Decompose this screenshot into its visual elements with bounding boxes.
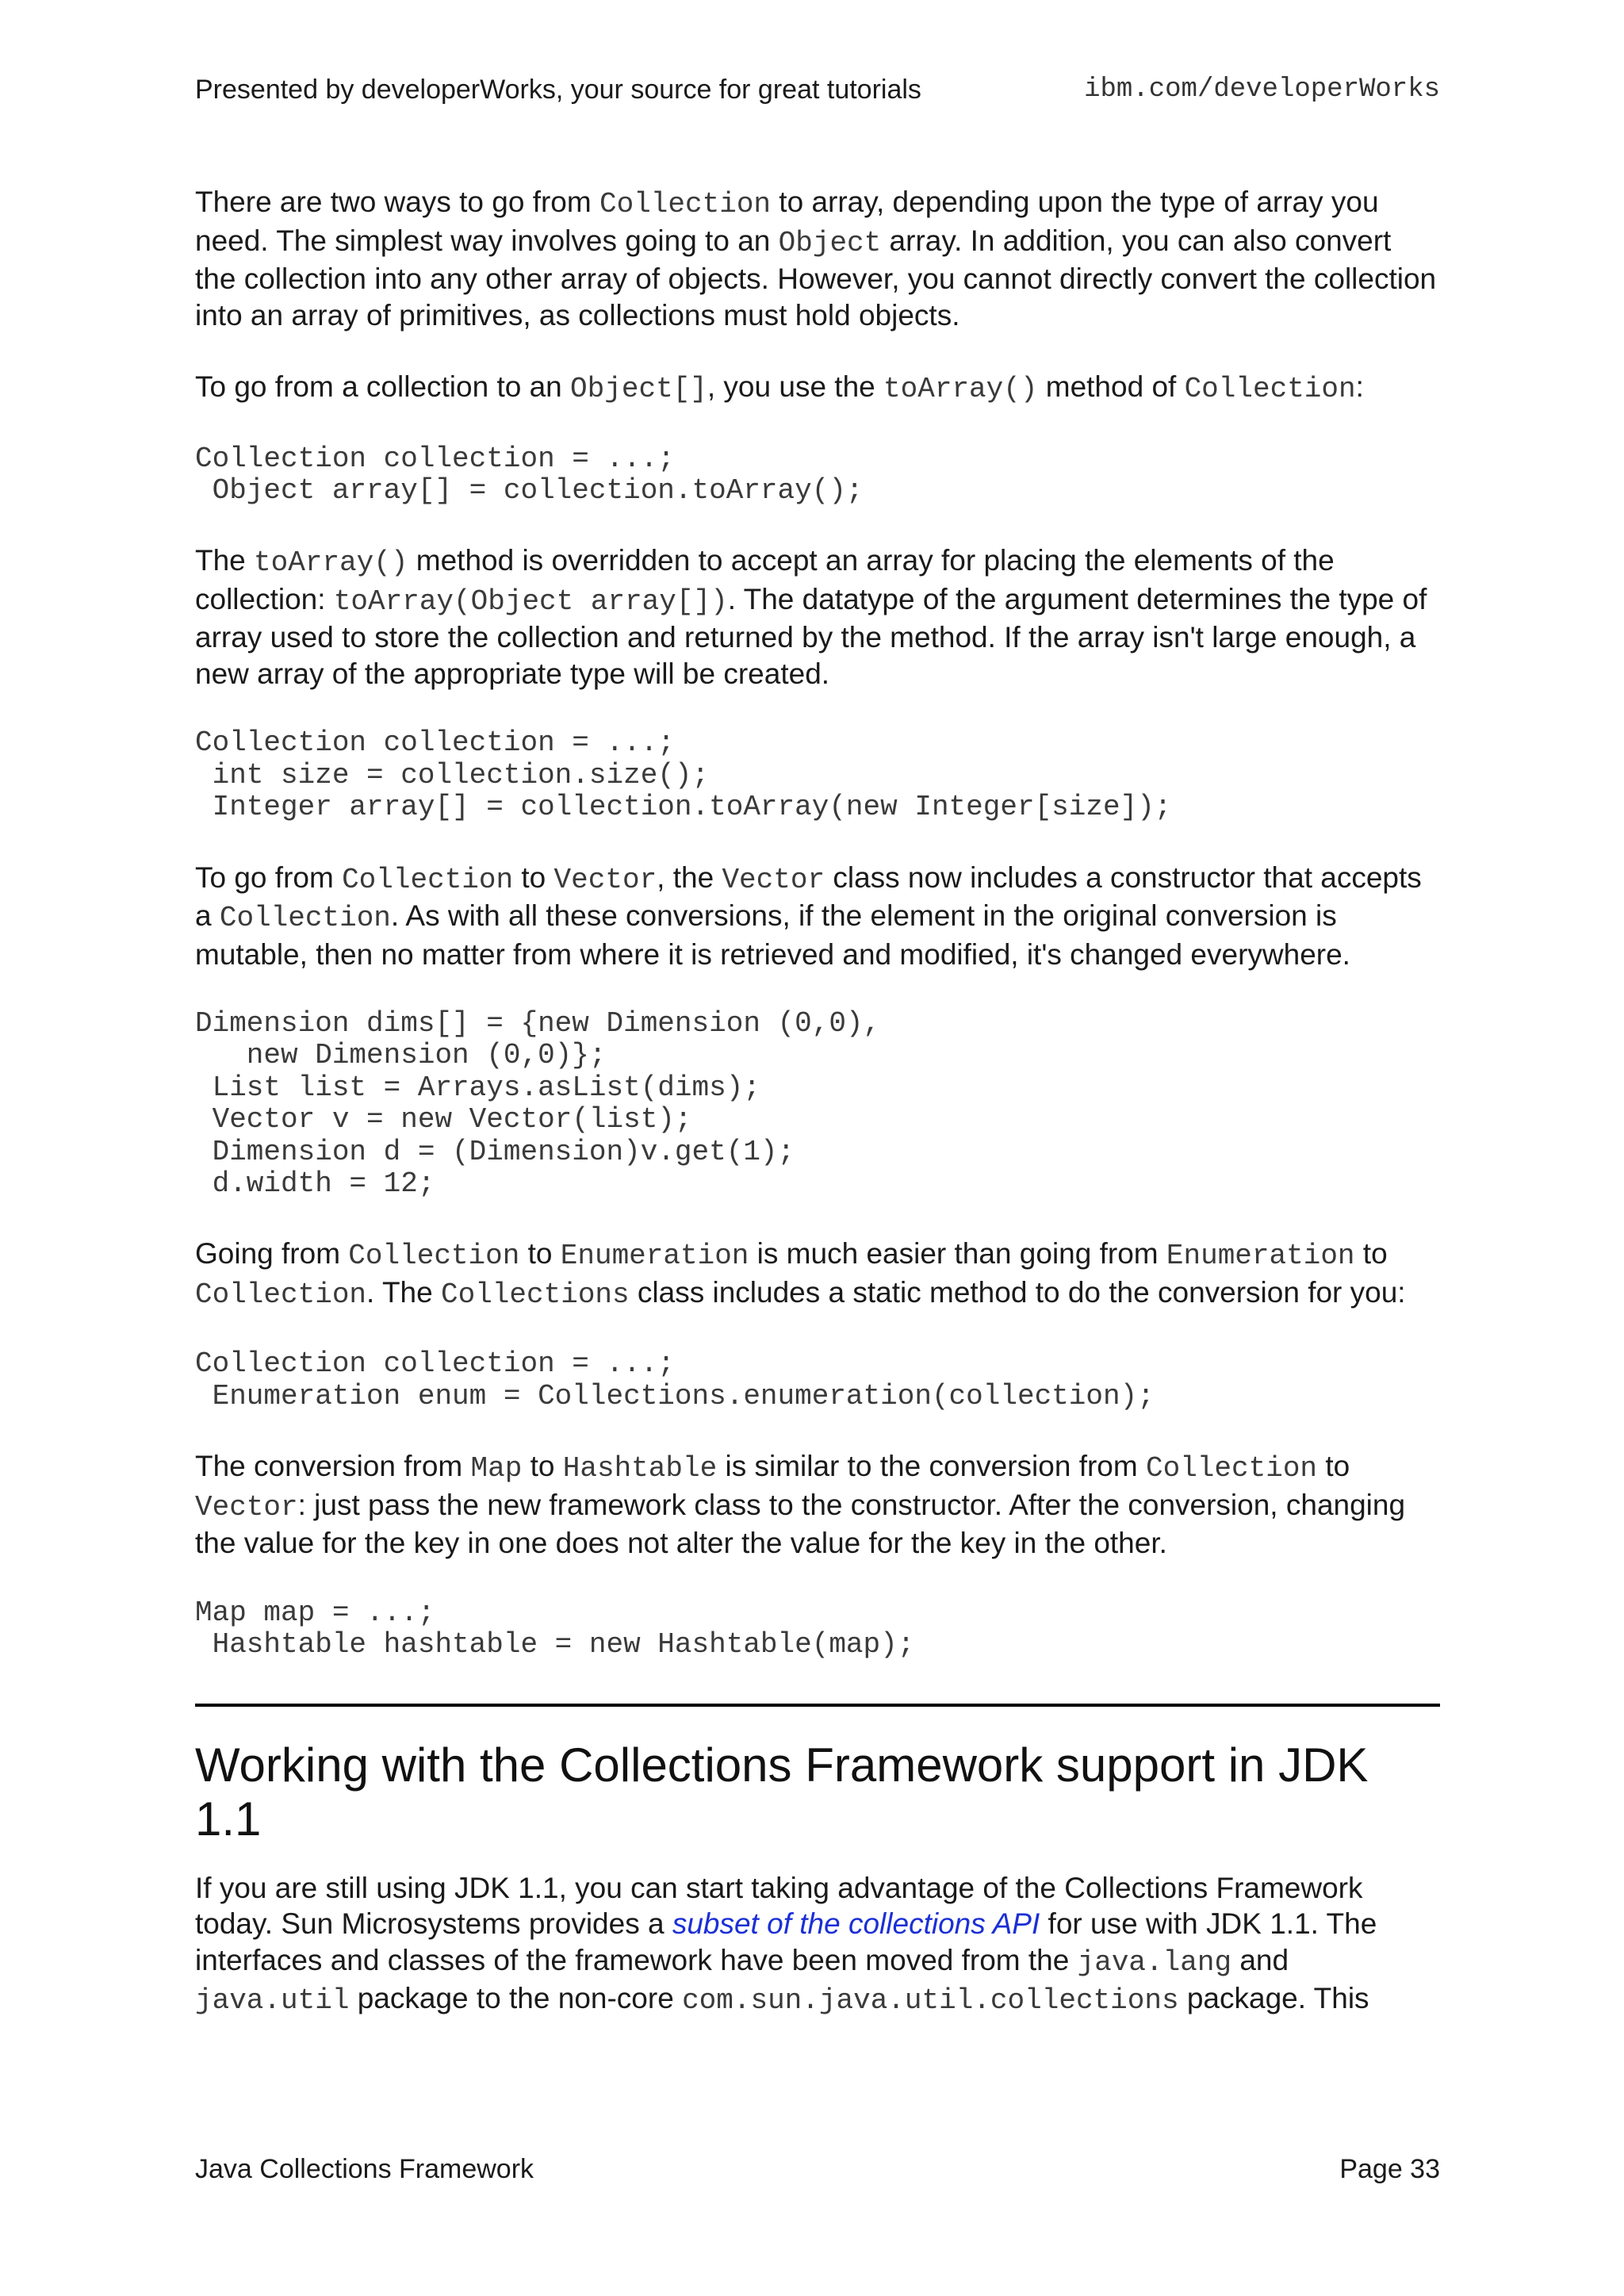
text: To go from a collection to an bbox=[195, 370, 571, 403]
paragraph-collection-to-vector bbox=[195, 860, 1440, 973]
inline-code: Collection bbox=[599, 188, 772, 220]
text: to array, depending upon the type of array you need. The simplest way involves going to an bbox=[195, 186, 1379, 257]
inline-code: Vector bbox=[722, 863, 825, 896]
section-heading: Working with the Collections Framework support in JDK 1.1 bbox=[195, 1738, 1369, 1846]
inline-code: Object[] bbox=[570, 373, 707, 405]
header-source: Presented by developerWorks, your source for great tutorials bbox=[195, 75, 921, 105]
inline-code: java.util bbox=[195, 1984, 350, 2018]
text: is similar to the conversion from bbox=[717, 1450, 1146, 1483]
inline-code: Enumeration bbox=[1166, 1240, 1355, 1273]
text: is much easier than going from bbox=[749, 1237, 1166, 1271]
text: . As with all these conversions, if the element in the original conversion is mutable, then no matter from where it is retrieved and modified, it's changed everywhere. bbox=[195, 899, 1350, 971]
page-number: Page 33 bbox=[1339, 2154, 1440, 2184]
paragraph-collection-to-array bbox=[195, 184, 1440, 333]
inline-code: Vector bbox=[553, 863, 657, 896]
text: If you are still using JDK 1.1, you can start taking advantage of the Collections Framework today. Sun Microsystems provides a bbox=[195, 1871, 1363, 1941]
text: To go from bbox=[195, 861, 343, 894]
text: : bbox=[1355, 370, 1364, 403]
text: to bbox=[513, 861, 554, 894]
footer-title: Java Collections Framework bbox=[195, 2154, 534, 2184]
inline-code: com.sun.java.util.collections bbox=[682, 1984, 1179, 2018]
text: array. In addition, you can also convert the collection into any other array of objects. However, you cannot directly convert the collection into an array of primitives, as collections must hold objects. bbox=[195, 224, 1437, 332]
paragraph-collection-to-enumeration bbox=[195, 1236, 1440, 1313]
text: for use with JDK 1.1. The interfaces and classes of the framework have been moved from the bbox=[195, 1907, 1377, 1976]
inline-code: java.lang bbox=[1077, 1945, 1232, 1979]
text: . The bbox=[366, 1275, 441, 1309]
text: : just pass the new framework class to the constructor. After the conversion, changing the value for the key in one does not alter the value for the key in the other. bbox=[195, 1488, 1406, 1560]
text: , the bbox=[657, 861, 722, 894]
inline-code: toArray() bbox=[254, 546, 408, 580]
inline-code: Enumeration bbox=[560, 1240, 749, 1273]
inline-code: Object bbox=[778, 226, 882, 259]
text: to bbox=[519, 1237, 561, 1271]
inline-code: Collection bbox=[342, 863, 514, 896]
inline-code: Collection bbox=[1184, 373, 1356, 405]
text: class now includes a constructor that accepts a bbox=[195, 861, 1422, 933]
paragraph-map-to-hashtable bbox=[195, 1448, 1440, 1562]
paragraph-object-array bbox=[195, 369, 1440, 408]
text: method is overridden to accept an array for placing the elements of the collection: bbox=[195, 544, 1335, 615]
code-block-vector: Dimension dims[] = {new Dimension (0,0), new Dimension (0,0)}; List list = Arrays.asList(dims); Vector v = new Vector(list); Dimension d = (Dimension)v.get(1); d.width = 12; bbox=[195, 1007, 881, 1201]
text: Going from bbox=[195, 1237, 349, 1271]
text: The conversion from bbox=[195, 1450, 471, 1483]
inline-code: toArray(Object array[]) bbox=[333, 585, 728, 618]
text: . The datatype of the argument determines the type of array used to store the collection and returned by the method. If the array isn't large enough, a new array of the appropriate type will be created. bbox=[195, 582, 1427, 690]
text: package to the non-core bbox=[349, 1982, 683, 2015]
page-content bbox=[195, 184, 1440, 2019]
text: and bbox=[1231, 1943, 1289, 1976]
document-page bbox=[195, 0, 1440, 2296]
collections-api-link[interactable]: subset of the collections API bbox=[672, 1907, 1040, 1941]
inline-code: Vector bbox=[195, 1490, 298, 1524]
text: to bbox=[1317, 1450, 1350, 1483]
inline-code: Collection bbox=[1146, 1452, 1318, 1485]
paragraph-jdk11 bbox=[195, 1870, 1440, 2019]
paragraph-toarray-override bbox=[195, 542, 1440, 692]
inline-code: Collections bbox=[440, 1278, 630, 1311]
inline-code: Hashtable bbox=[562, 1452, 718, 1485]
inline-code: Collection bbox=[195, 1278, 367, 1311]
section-divider bbox=[195, 1704, 1440, 1707]
text: There are two ways to go from bbox=[195, 186, 599, 218]
text: package. This bbox=[1178, 1982, 1369, 2015]
page-footer bbox=[195, 2154, 1440, 2189]
code-block-enumeration: Collection collection = ...; Enumeration enum = Collections.enumeration(collection); bbox=[195, 1347, 1155, 1412]
inline-code: Collection bbox=[219, 902, 391, 935]
inline-code: toArray() bbox=[883, 373, 1038, 405]
inline-code: Map bbox=[470, 1452, 523, 1485]
text: , you use the bbox=[707, 370, 884, 403]
code-block-typed-array: Collection collection = ...; int size = collection.size(); Integer array[] = collection.toArray(new Integer[size]); bbox=[195, 726, 1172, 824]
code-block-hashtable: Map map = ...; Hashtable hashtable = new Hashtable(map); bbox=[195, 1596, 915, 1662]
page-header bbox=[195, 75, 1440, 109]
code-block-toarray: Collection collection = ...; Object array[] = collection.toArray(); bbox=[195, 442, 864, 507]
header-url: ibm.com/developerWorks bbox=[1084, 75, 1440, 105]
text: to bbox=[522, 1450, 563, 1483]
text: The bbox=[195, 544, 255, 577]
text: method of bbox=[1037, 370, 1185, 403]
text: to bbox=[1354, 1237, 1388, 1271]
inline-code: Collection bbox=[348, 1240, 520, 1273]
text: class includes a static method to do the conversion for you: bbox=[629, 1275, 1406, 1309]
